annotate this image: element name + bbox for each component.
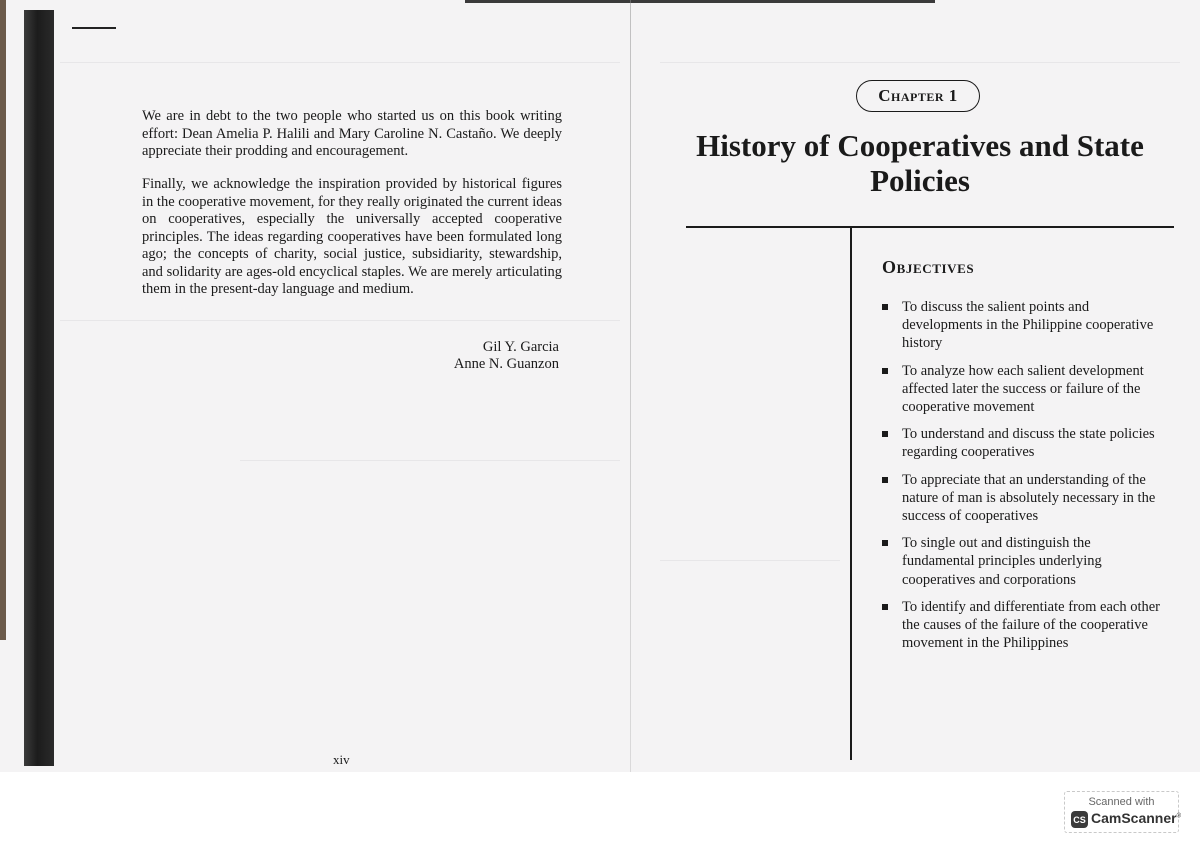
bleed-through-line <box>660 62 1180 63</box>
objective-item <box>880 362 1160 417</box>
scanner-watermark <box>1064 791 1182 833</box>
page-gutter <box>630 0 631 772</box>
objective-text: To single out and distinguish the fundamental principles underlying cooperatives and corporations <box>902 535 1102 588</box>
horizontal-divider <box>686 226 1174 228</box>
acknowledgment-paragraph-2: Finally, we acknowledge the inspiration provided by historical figures in the cooperative movement, for they really originated the current ideas on cooperatives, especially the universally accepted cooperative principles. The ideas regarding cooperatives have been formulated long ago; the concepts of charity, social justice, subsidiarity, stewardship, and solidarity are ages-old encyclical staples. We are merely articulating them in the present-day language and medium. <box>142 176 562 297</box>
square-bullet-icon <box>882 431 888 437</box>
objective-item <box>880 598 1160 653</box>
square-bullet-icon <box>882 540 888 546</box>
signatory-name: Anne N. Guanzon <box>453 356 559 372</box>
margin-mark <box>72 27 116 29</box>
objective-text: To analyze how each salient development affected later the success or failure of the cooperative movement <box>902 362 1144 416</box>
square-bullet-icon <box>882 368 888 374</box>
scanner-app-name <box>1091 810 1181 826</box>
registered-mark: ® <box>1176 813 1182 820</box>
objective-text: To understand and discuss the state policies regarding cooperatives <box>902 426 1155 461</box>
scanner-caption: Scanned with <box>1088 796 1155 808</box>
square-bullet-icon <box>882 304 888 310</box>
square-bullet-icon <box>882 477 888 483</box>
objective-item <box>880 298 1160 353</box>
signatory-name: Gil Y. Garcia <box>482 339 559 355</box>
camscanner-logo-icon: CS <box>1071 811 1088 828</box>
acknowledgment-paragraph-1: We are in debt to the two people who started us on this book writing effort: Dean Amelia P. Halili and Mary Caroline N. Castaño. We deeply appreciate their prodding and encouragement. <box>142 108 562 159</box>
objectives-list <box>880 298 1160 661</box>
objective-item <box>880 471 1160 526</box>
bleed-through-line <box>240 460 620 461</box>
scanner-app-name-text: CamScanner <box>1091 810 1177 826</box>
chapter-title: History of Cooperatives and State Policies <box>696 128 1144 198</box>
objective-text: To appreciate that an understanding of the nature of man is absolutely necessary in the success of cooperatives <box>902 471 1156 525</box>
bleed-through-line <box>60 62 620 63</box>
top-edge-rule <box>465 0 935 3</box>
bleed-through-line <box>660 560 840 561</box>
objective-item <box>880 425 1160 461</box>
scan-edge-shadow <box>0 0 6 640</box>
page-number: xiv <box>333 752 350 767</box>
bleed-through-line <box>60 320 620 321</box>
objective-text: To discuss the salient points and developments in the Philippine cooperative history <box>902 299 1154 352</box>
square-bullet-icon <box>882 604 888 610</box>
chapter-label: Chapter 1 <box>856 80 980 112</box>
objective-item <box>880 534 1160 589</box>
vertical-divider <box>850 226 852 760</box>
objectives-heading: Objectives <box>882 257 975 277</box>
book-binding-edge <box>24 10 54 766</box>
objective-text: To identify and differentiate from each other the causes of the failure of the cooperative movement in the Philippines <box>902 598 1160 652</box>
